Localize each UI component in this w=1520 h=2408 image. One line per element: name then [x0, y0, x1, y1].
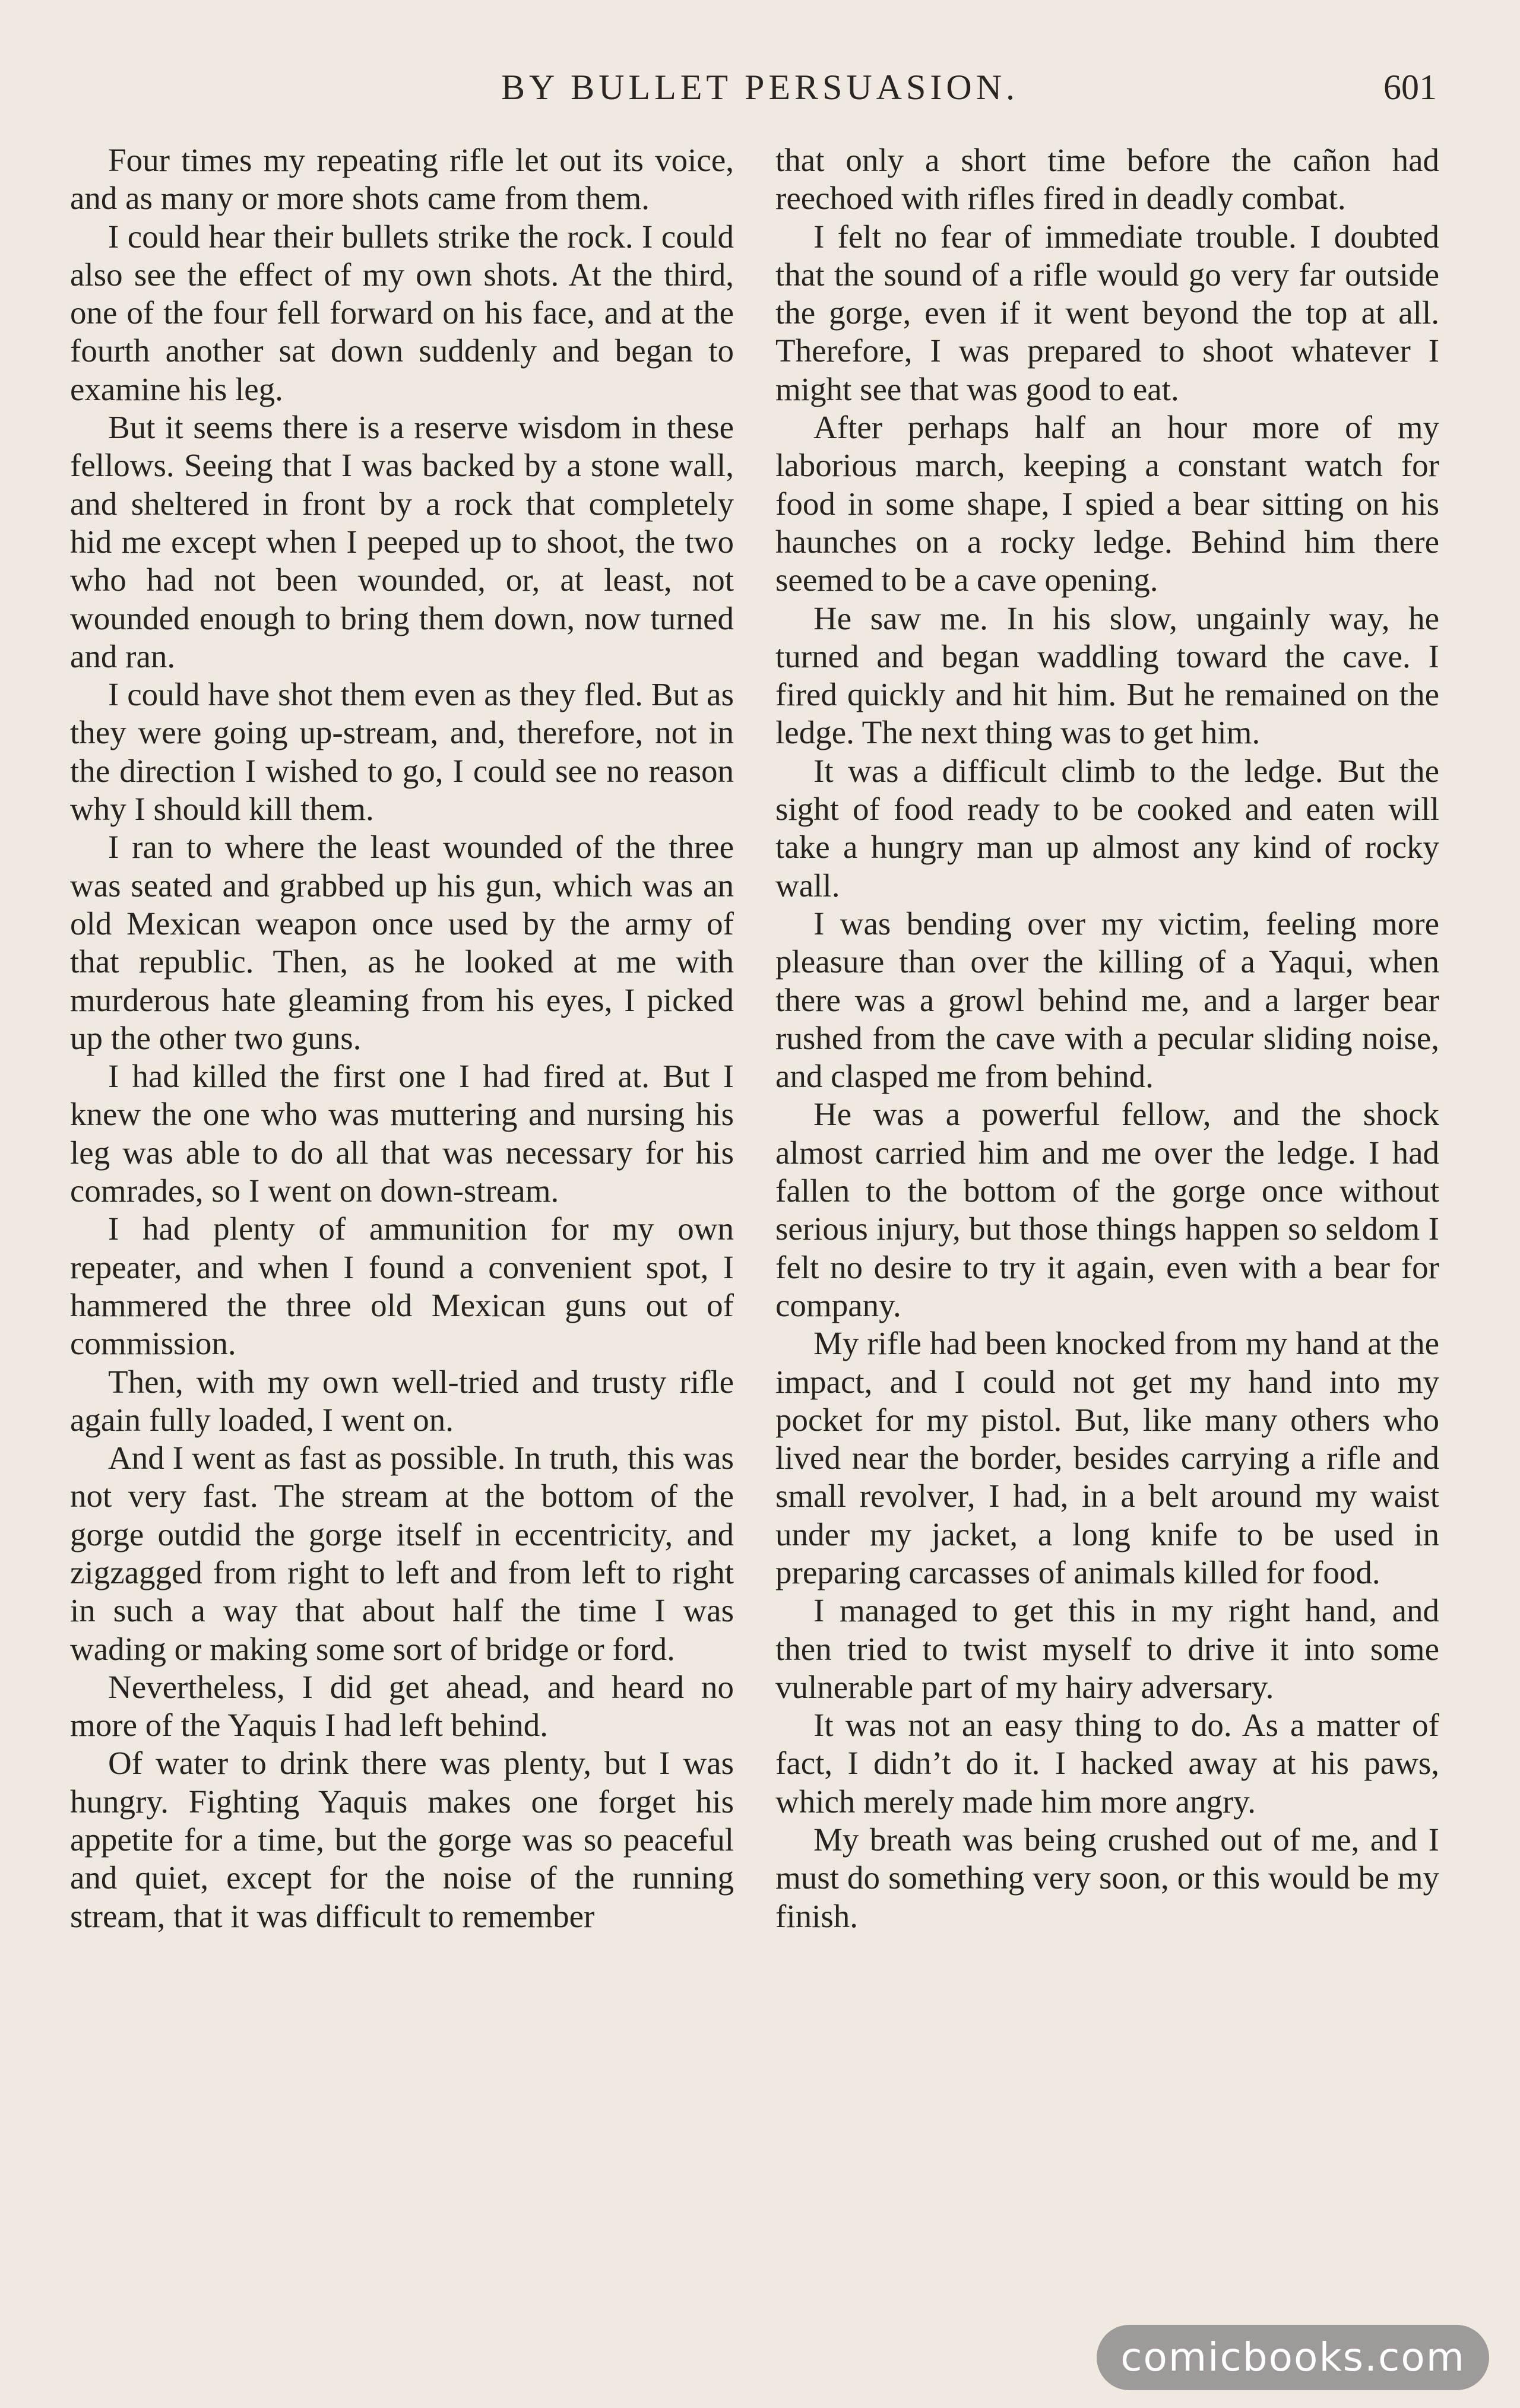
- paragraph: I had plenty of ammunition for my own repeater, and when I found a convenient spot, I hammered the three old Mexican guns out of commission.: [70, 1211, 734, 1362]
- paragraph: I could hear their bullets strike the rock. I could also see the effect of my own shots. At the third, one of the four fell forward on his face, and at the fourth another sat down suddenly and began to examine his leg.: [70, 218, 734, 407]
- paragraph: But it seems there is a reserve wisdom in these fellows. Seeing that I was backed by a stone wall, and sheltered in front by a rock that completely hid me except when I peeped up to shoot, the two who had not been wounded, or, at least, not wounded enough to bring them down, now turned and ran.: [70, 409, 734, 674]
- paragraph: I ran to where the least wounded of the three was seated and grabbed up his gun, which was an old Mexican weapon once used by the army of that republic. Then, as he looked at me with murderous hate gleaming from his eyes, I picked up the other two guns.: [70, 829, 734, 1056]
- paragraph: After perhaps half an hour more of my laborious march, keeping a constant watch for food in some shape, I spied a bear sitting on his haunches on a rocky ledge. Behind him there seemed to be a cave opening.: [775, 409, 1439, 598]
- paragraph: Nevertheless, I did get ahead, and heard no more of the Yaquis I had left behind.: [70, 1668, 734, 1744]
- paragraph: My rifle had been knocked from my hand at the impact, and I could not get my hand into my pocket for my pistol. But, like many others who lived near the border, besides carrying a rifle and small revolver, I had, in a belt around my waist under my jacket, a long knife to be used in preparing carcasses of animals killed for food.: [775, 1325, 1439, 1590]
- running-title: BY BULLET PERSUASION.: [501, 68, 1019, 107]
- paragraph: It was a difficult climb to the ledge. But the sight of food ready to be cooked and eaten will take a hungry man up almost any kind of rocky wall.: [775, 752, 1439, 904]
- paragraph: I managed to get this in my right hand, and then tried to twist myself to drive it into some vulnerable part of my hairy adversary.: [775, 1592, 1439, 1705]
- paragraph: And I went as fast as possible. In truth, this was not very fast. The stream at the bottom of the gorge outdid the gorge itself in eccentricity, and zigzagged from right to left and from left to right in such a way that about half the time I was wading or making some sort of bridge or ford.: [70, 1440, 734, 1667]
- paragraph: I was bending over my victim, feeling more pleasure than over the killing of a Yaqui, when there was a growl behind me, and a larger bear rushed from the cave with a pecular sliding noise, and clasped me from behind.: [775, 905, 1439, 1095]
- paragraph: Then, with my own well-tried and trusty rifle again fully loaded, I went on.: [70, 1363, 734, 1438]
- text-columns: [70, 141, 1439, 2326]
- paragraph: It was not an easy thing to do. As a matter of fact, I didn’t do it. I hacked away at his paws, which merely made him more angry.: [775, 1707, 1439, 1820]
- page-number: 601: [1383, 68, 1437, 107]
- paragraph: I had killed the first one I had fired at. But I knew the one who was muttering and nursing his leg was able to do all that was necessary for his comrades, so I went on down-stream.: [70, 1058, 734, 1209]
- paragraph: I could have shot them even as they fled. But as they were going up-stream, and, therefore, not in the direction I wished to go, I could see no reason why I should kill them.: [70, 676, 734, 828]
- paragraph-continued: that only a short time before the cañon had reechoed with rifles fired in deadly combat.: [775, 142, 1439, 217]
- paragraph: He was a powerful fellow, and the shock almost carried him and me over the ledge. I had fallen to the bottom of the gorge once without serious injury, but those things happen so seldom I felt no desire to try it again, even with a bear for company.: [775, 1096, 1439, 1323]
- paragraph: Of water to drink there was plenty, but I was hungry. Fighting Yaquis makes one forget his appetite for a time, but the gorge was so peaceful and quiet, except for the noise of the running stream, that it was difficult to remember: [70, 1745, 734, 1934]
- paragraph: My breath was being crushed out of me, and I must do something very soon, or this would be my finish.: [775, 1821, 1439, 1934]
- paragraph: Four times my repeating rifle let out its voice, and as many or more shots came from them.: [70, 142, 734, 217]
- watermark-badge: comicbooks.com: [1097, 2325, 1489, 2390]
- left-column: [70, 141, 734, 2326]
- paragraph: He saw me. In his slow, ungainly way, he turned and began waddling toward the cave. I fired quickly and hit him. But he remained on the ledge. The next thing was to get him.: [775, 600, 1439, 751]
- paragraph: I felt no fear of immediate trouble. I doubted that the sound of a rifle would go very far outside the gorge, even if it went beyond the top at all. Therefore, I was prepared to shoot whatever I might see that was good to eat.: [775, 218, 1439, 407]
- right-column: [775, 141, 1439, 2326]
- page-header: [0, 61, 1520, 114]
